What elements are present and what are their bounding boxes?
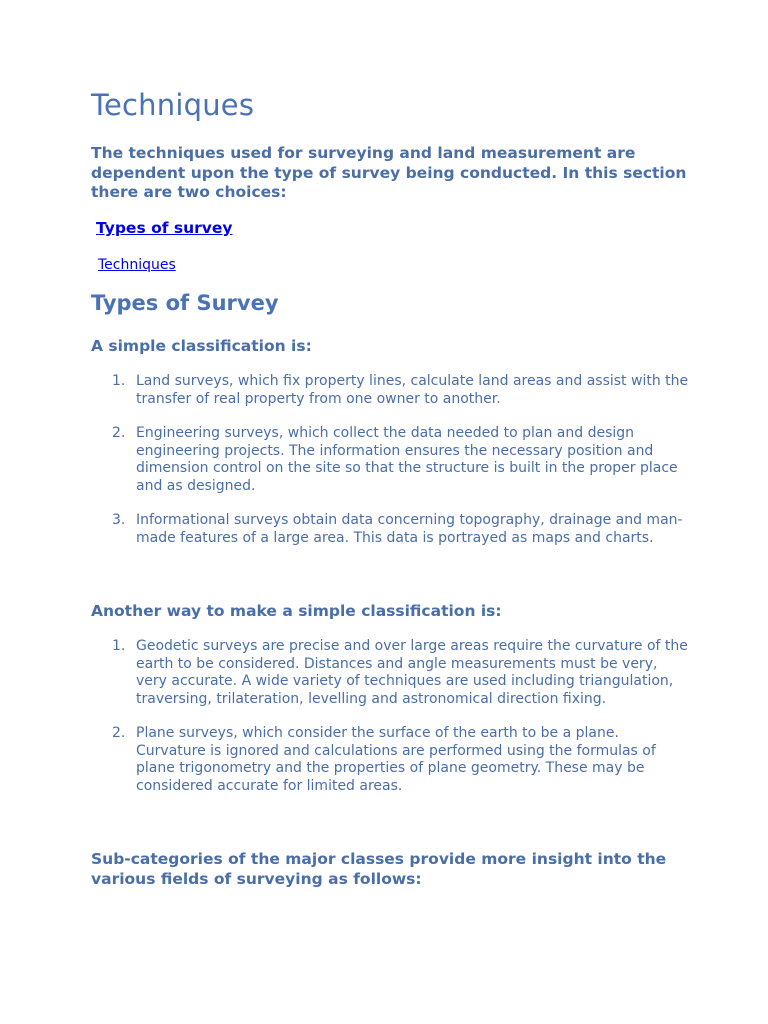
classification-list-1 bbox=[91, 373, 691, 564]
classification-heading-1: A simple classification is: bbox=[91, 337, 312, 355]
list-item-number: 1. bbox=[112, 638, 126, 654]
list-item-text: Informational surveys obtain data concerning topography, drainage and man-made features of a large area. This data is portrayed as maps and charts. bbox=[136, 512, 683, 546]
list-item-number: 3. bbox=[112, 512, 126, 528]
classification-heading-2: Another way to make a simple classification is: bbox=[91, 602, 502, 620]
list-item-number: 1. bbox=[112, 373, 126, 389]
list-item bbox=[91, 638, 691, 708]
classification-list-2 bbox=[91, 638, 691, 812]
types-of-survey-link[interactable]: Types of survey bbox=[96, 219, 233, 237]
list-item bbox=[91, 725, 691, 795]
list-item bbox=[91, 512, 691, 547]
techniques-link[interactable]: Techniques bbox=[98, 257, 176, 273]
page-title: Techniques bbox=[91, 88, 255, 122]
section-heading: Types of Survey bbox=[91, 291, 279, 315]
list-item-text: Engineering surveys, which collect the data needed to plan and design engineering projects. The information ensures the necessary position and dimension control on the site so that the structure is built in the proper place and as designed. bbox=[136, 425, 678, 494]
closing-paragraph: Sub-categories of the major classes provide more insight into the various fields of surveying as follows: bbox=[91, 850, 667, 888]
list-item-text: Land surveys, which fix property lines, calculate land areas and assist with the transfer of real property from one owner to another. bbox=[136, 373, 689, 407]
list-item bbox=[91, 425, 691, 495]
list-item-number: 2. bbox=[112, 425, 126, 441]
list-item-number: 2. bbox=[112, 725, 126, 741]
list-item-text: Plane surveys, which consider the surface of the earth to be a plane. Curvature is ignored and calculations are performed using the formulas of plane trigonometry and the properties of plane geometry. These may be considered accurate for limited areas. bbox=[136, 725, 656, 794]
list-item bbox=[91, 373, 691, 408]
intro-paragraph: The techniques used for surveying and land measurement are dependent upon the type of survey being conducted. In this section there are two choices: bbox=[91, 144, 687, 201]
list-item-text: Geodetic surveys are precise and over large areas require the curvature of the earth to be considered. Distances and angle measurements must be very, very accurate. A wide variety of techniques are used including triangulation, traversing, trilateration, levelling and astronomical direction fixing. bbox=[136, 638, 688, 707]
